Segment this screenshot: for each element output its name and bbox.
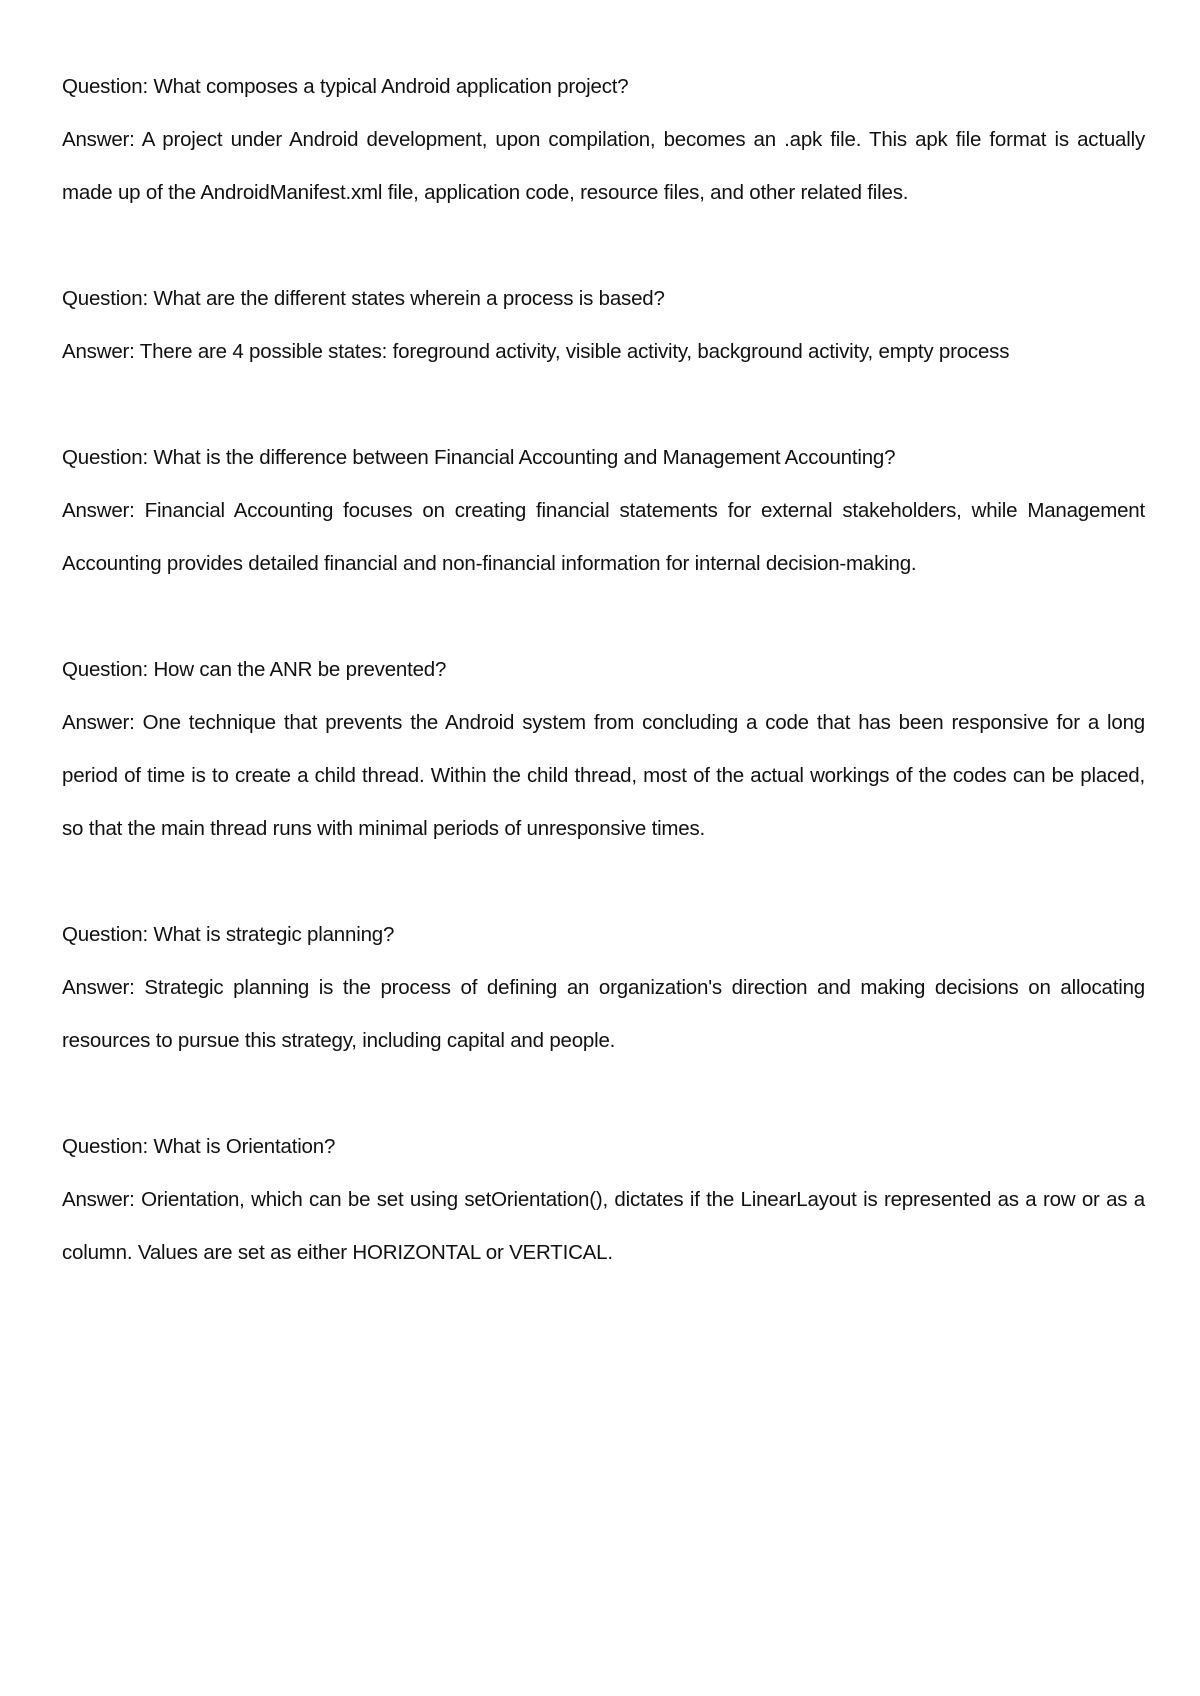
question-text: Question: What is the difference between Financial Accounting and Management Accounting?: [62, 446, 896, 469]
answer-text: Answer: A project under Android development, upon compilation, becomes an .apk file. This apk file format is actually made up of the AndroidManifest.xml file, application code, resource files, and other related files.: [62, 128, 1145, 204]
question-text: Question: How can the ANR be prevented?: [62, 658, 447, 681]
question-text: Question: What are the different states wherein a process is based?: [62, 287, 665, 310]
question-text: Question: What is Orientation?: [62, 1135, 336, 1158]
answer-text: Answer: Orientation, which can be set using setOrientation(), dictates if the LinearLayout is represented as a row or as a column. Values are set as either HORIZONTAL or VERTICAL.: [62, 1188, 1145, 1264]
question-text: Question: What is strategic planning?: [62, 923, 395, 946]
document-page: [62, 60, 1145, 1332]
qa-block-anr: [62, 643, 1145, 855]
answer-text: Answer: One technique that prevents the Android system from concluding a code that has been responsive for a long period of time is to create a child thread. Within the child thread, most of the actual workings of the codes can be placed, so that the main thread runs with minimal periods of unresponsive times.: [62, 711, 1145, 840]
answer-text: Answer: There are 4 possible states: foreground activity, visible activity, background activity, empty process: [62, 340, 1010, 363]
answer-text: Answer: Strategic planning is the process of defining an organization's direction and making decisions on allocating resources to pursue this strategy, including capital and people.: [62, 976, 1145, 1052]
question-text: Question: What composes a typical Android application project?: [62, 75, 629, 98]
answer-text: Answer: Financial Accounting focuses on creating financial statements for external stakeholders, while Management Accounting provides detailed financial and non-financial information for internal decision-making.: [62, 499, 1145, 575]
qa-block-strategic-planning: [62, 908, 1145, 1067]
qa-block-accounting: [62, 431, 1145, 590]
qa-block-android-project: [62, 60, 1145, 219]
qa-block-process-states: [62, 272, 1145, 378]
qa-block-orientation: [62, 1120, 1145, 1279]
